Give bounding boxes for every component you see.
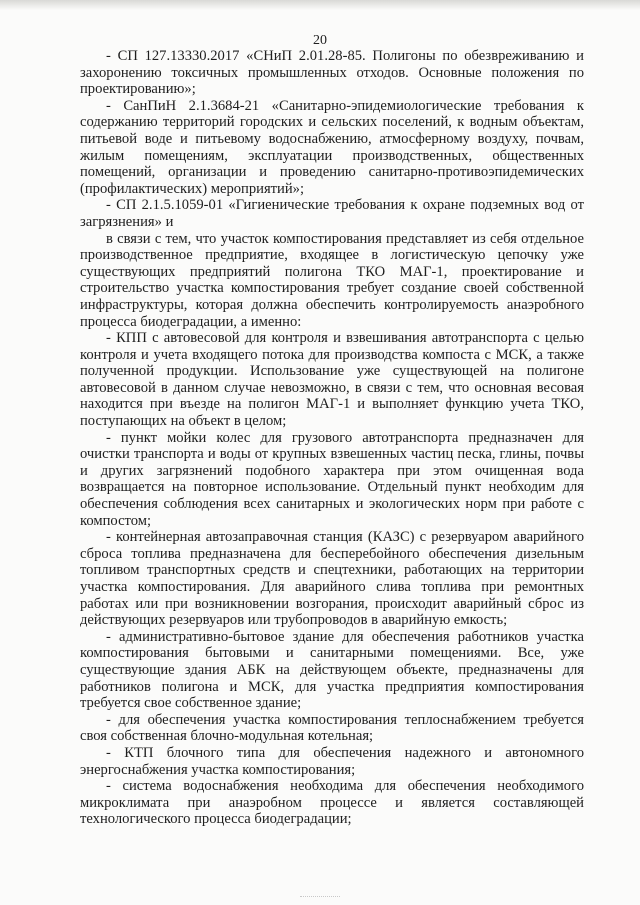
paragraph-infrastructure: в связи с тем, что участок компостирования представляет из себя отдельное производственное предприятие, входящее в логистическую цепочку уже существующих предприятий полигона ТКО МАГ-1, проектирование и строительство участка компостирования требует создание своей собственной инфраструктуры, которая должна обеспечить контролируемость анаэробного процесса биодеградации, а именно: — [80, 230, 584, 330]
paragraph-sp-2-1-5: - СП 2.1.5.1059-01 «Гигиенические требования к охране подземных вод от загрязнения» и — [80, 197, 584, 230]
scan-edge-shadow — [0, 0, 640, 10]
paragraph-sp-127: - СП 127.13330.2017 «СНиП 2.01.28-85. Полигоны по обезвреживанию и захоронению токсичных промышленных отходов. Основные положения по проектированию»; — [80, 48, 584, 98]
paragraph-water-supply: - система водоснабжения необходима для обеспечения необходимого микроклимата при анаэробном процессе и является составляющей технологического процесса биодеградации; — [80, 778, 584, 828]
paragraph-sanpin: - СанПиН 2.1.3684-21 «Санитарно-эпидемиологические требования к содержанию территорий городских и сельских поселений, к водным объектам, питьевой воде и питьевому водоснабжению, атмосферному воздуху, почвам, жилым помещениям, эксплуатации производственных, общественных помещений, организации и проведению санитарно-противоэпидемических (профилактических) мероприятий»; — [80, 97, 584, 197]
paragraph-ktp: - КТП блочного типа для обеспечения надежного и автономного энергоснабжения участка компостирования; — [80, 744, 584, 778]
page-number: 20 — [313, 33, 327, 48]
paragraph-abk: - административно-бытовое здание для обеспечения работников участка компостирования бытовыми и санитарными помещениями. Все, уже существующие здания АБК на действующем объекте, предназначены для работников полигона и МСК, для участка предприятия компостирования требуется свое собственное здание; — [80, 628, 584, 712]
page-bottom-mark — [300, 896, 340, 901]
body-text — [80, 48, 584, 828]
paragraph-kpp: - КПП с автовесовой для контроля и взвешивания автотранспорта с целью контроля и учета входящего потока для производства компоста с МСК, а также полученной продукции. Использование уже существующей на полигоне автовесовой в данном случае невозможно, в связи с тем, что основная весовая находится при въезде на полигон МАГ-1 и выполняет функцию учета ТКО, поступающих на объект в целом; — [80, 330, 584, 430]
paragraph-wheel-wash: - пункт мойки колес для грузового автотранспорта предназначен для очистки транспорта и воды от крупных взвешенных частиц песка, глины, почвы и других загрязнений подобного характера при этом очищенная вода возвращается на повторное использование. Отдельный пункт необходим для обеспечения соблюдения всех санитарных и экологических норм при работе с компостом; — [80, 429, 584, 529]
paragraph-boiler: - для обеспечения участка компостирования теплоснабжением требуется своя собственная блочно-модульная котельная; — [80, 711, 584, 745]
paragraph-kazs: - контейнерная автозаправочная станция (КАЗС) с резервуаром аварийного сброса топлива предназначена для бесперебойного обеспечения дизельным топливом транспортных средств и спецтехники, работающих на территории участка компостирования. Для аварийного слива топлива при ремонтных работах или при возникновении возгорания, происходит аварийный сброс из действующих резервуаров или трубопроводов в аварийную емкость; — [80, 529, 584, 629]
